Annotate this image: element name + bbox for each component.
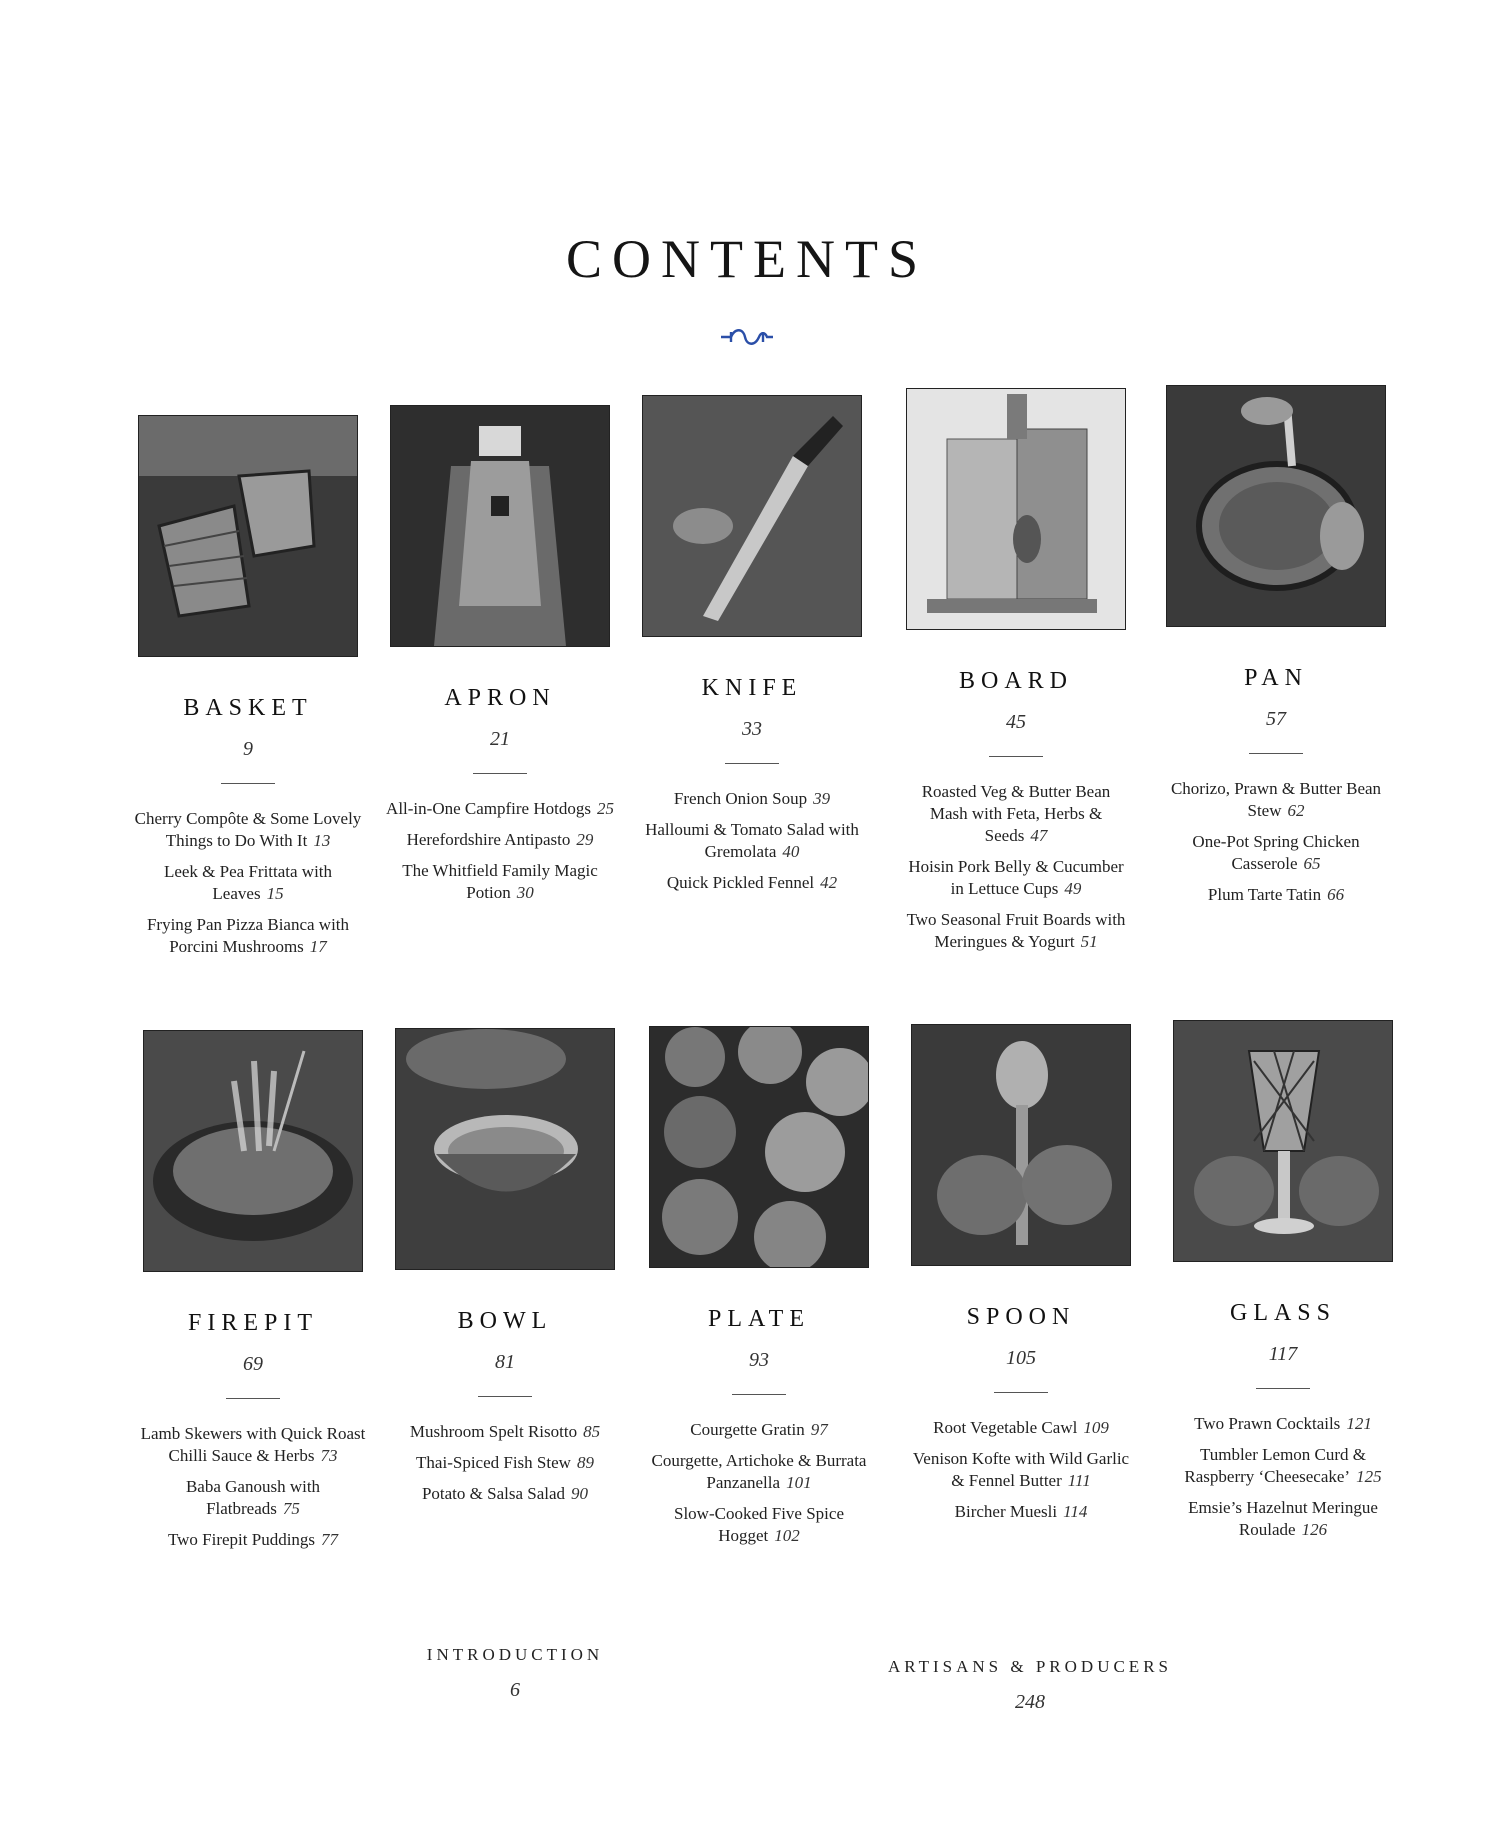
recipe-item[interactable]: Courgette Gratin 97 (690, 1420, 828, 1439)
section-apron[interactable] (375, 405, 625, 913)
glass-photo (1173, 1020, 1393, 1262)
section-firepit[interactable] (128, 1030, 378, 1560)
section-page: 9 (243, 738, 253, 760)
section-title: SPOON (966, 1304, 1076, 1330)
recipe-item[interactable]: Hoisin Pork Belly & Cucumber in Lettuce Cups 49 (908, 857, 1124, 898)
section-title: BOARD (958, 668, 1073, 694)
divider (989, 756, 1043, 757)
section-page: 117 (1268, 1343, 1298, 1365)
section-title: PLATE (708, 1306, 810, 1332)
recipe-item[interactable]: Venison Kofte with Wild Garlic & Fennel Butter 111 (912, 1449, 1130, 1490)
recipe-item[interactable]: Leek & Pea Frittata with Leaves 15 (163, 862, 333, 903)
section-page: 33 (742, 718, 762, 740)
apron-photo (390, 405, 610, 647)
knife-photo (642, 395, 862, 637)
footer-title: INTRODUCTION (426, 1645, 604, 1664)
section-page: 45 (1006, 711, 1026, 733)
recipe-item[interactable]: Lamb Skewers with Quick Roast Chilli Sauce & Herbs 73 (140, 1424, 366, 1465)
section-board[interactable] (891, 388, 1141, 962)
section-title: BOWL (457, 1308, 553, 1334)
recipe-item[interactable]: Mushroom Spelt Risotto 85 (409, 1422, 601, 1441)
section-title: FIREPIT (187, 1310, 318, 1336)
section-knife[interactable] (627, 395, 877, 903)
section-page: 81 (495, 1351, 515, 1373)
recipe-item[interactable]: The Whitfield Family Magic Potion 30 (402, 861, 598, 902)
divider (1256, 1388, 1310, 1389)
recipe-item[interactable]: Herefordshire Antipasto 29 (406, 830, 594, 849)
section-pan[interactable] (1151, 385, 1401, 915)
section-title: GLASS (1229, 1300, 1337, 1326)
section-spoon[interactable] (896, 1024, 1146, 1532)
recipe-item[interactable]: French Onion Soup 39 (673, 789, 831, 808)
recipe-item[interactable]: Baba Ganoush with Flatbreads 75 (185, 1477, 321, 1518)
section-title: KNIFE (701, 675, 803, 701)
basket-photo (138, 415, 358, 657)
footer-page: 6 (510, 1679, 520, 1701)
recipe-item[interactable]: Potato & Salsa Salad 90 (421, 1484, 589, 1503)
recipe-item[interactable]: Halloumi & Tomato Salad with Gremolata 40 (645, 820, 859, 861)
section-plate[interactable] (634, 1026, 884, 1556)
artisans-producers-link[interactable] (860, 1657, 1200, 1714)
recipe-item[interactable]: Slow-Cooked Five Spice Hogget 102 (674, 1504, 844, 1545)
divider (221, 783, 275, 784)
section-page: 57 (1266, 708, 1286, 730)
recipe-item[interactable]: Quick Pickled Fennel 42 (666, 873, 838, 892)
recipe-item[interactable]: Thai-Spiced Fish Stew 89 (416, 1453, 594, 1472)
board-photo (906, 388, 1126, 630)
divider (226, 1398, 280, 1399)
recipe-item[interactable]: All-in-One Campfire Hotdogs 25 (386, 799, 614, 818)
recipe-item[interactable]: Courgette, Artichoke & Burrata Panzanella 101 (651, 1451, 867, 1492)
recipe-item[interactable]: Roasted Veg & Butter Bean Mash with Feta, Herbs & Seeds 47 (921, 782, 1111, 845)
section-title: PAN (1244, 665, 1308, 691)
recipe-item[interactable]: Two Firepit Puddings 77 (167, 1530, 339, 1549)
section-basket[interactable] (123, 415, 373, 967)
footer-page: 248 (1015, 1691, 1045, 1713)
recipe-item[interactable]: Cherry Compôte & Some Lovely Things to Do With It 13 (134, 809, 362, 850)
recipe-item[interactable]: Root Vegetable Cawl 109 (933, 1418, 1109, 1437)
divider (994, 1392, 1048, 1393)
spoon-photo (911, 1024, 1131, 1266)
recipe-item[interactable]: Frying Pan Pizza Bianca with Porcini Mushrooms 17 (146, 915, 350, 956)
divider (478, 1396, 532, 1397)
section-page: 93 (749, 1349, 769, 1371)
divider (1249, 753, 1303, 754)
section-page: 69 (243, 1353, 263, 1375)
section-page: 105 (1006, 1347, 1036, 1369)
section-bowl[interactable] (380, 1028, 630, 1514)
page-title: CONTENTS (566, 229, 928, 289)
recipe-item[interactable]: Tumbler Lemon Curd & Raspberry ‘Cheesecake’ 125 (1184, 1445, 1382, 1486)
section-title: BASKET (183, 695, 313, 721)
bowl-photo (395, 1028, 615, 1270)
recipe-item[interactable]: Chorizo, Prawn & Butter Bean Stew 62 (1170, 779, 1382, 820)
recipe-item[interactable]: One-Pot Spring Chicken Casserole 65 (1192, 832, 1360, 873)
footer-title: ARTISANS & PRODUCERS (888, 1657, 1172, 1676)
section-page: 21 (490, 728, 510, 750)
plate-photo (649, 1026, 869, 1268)
divider (725, 763, 779, 764)
recipe-item[interactable]: Two Prawn Cocktails 121 (1194, 1414, 1372, 1433)
recipe-item[interactable]: Two Seasonal Fruit Boards with Meringues & Yogurt 51 (906, 910, 1126, 951)
ornament-icon (717, 322, 777, 352)
recipe-item[interactable]: Bircher Muesli 114 (954, 1502, 1088, 1521)
section-glass[interactable] (1158, 1020, 1408, 1550)
recipe-item[interactable]: Emsie’s Hazelnut Meringue Roulade 126 (1188, 1498, 1378, 1539)
divider (732, 1394, 786, 1395)
section-title: APRON (444, 685, 556, 711)
divider (473, 773, 527, 774)
introduction-link[interactable] (390, 1645, 640, 1702)
firepit-photo (143, 1030, 363, 1272)
recipe-item[interactable]: Plum Tarte Tatin 66 (1207, 885, 1345, 904)
pan-photo (1166, 385, 1386, 627)
